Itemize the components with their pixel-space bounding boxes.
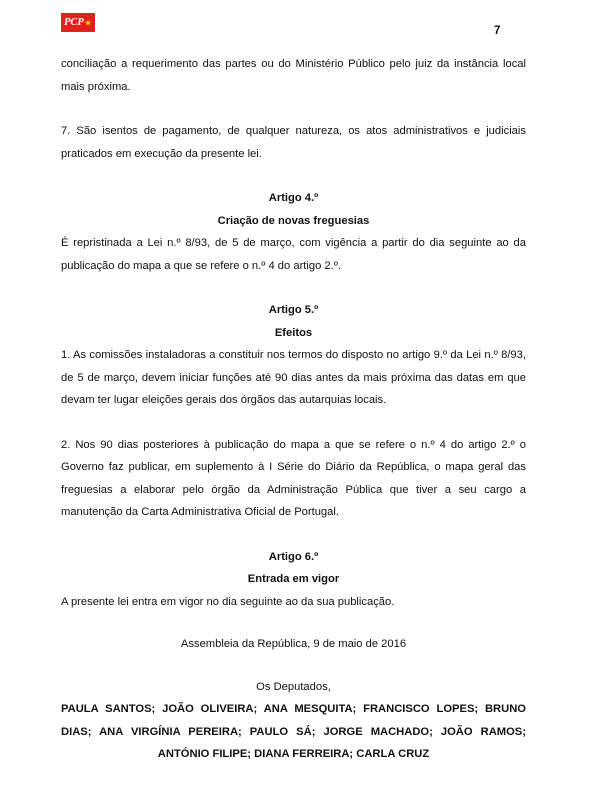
logo-text: PCP xyxy=(64,17,84,28)
article-6-title: Artigo 6.º xyxy=(268,550,319,563)
article-5-paragraph-2: 2. Nos 90 dias posteriores à publicação do mapa a que se refere o n.º 4 do artigo 2.º o Governo faz publicar, em suplemento à I Série do Diário da República, o mapa geral das freguesias a elaborar pelo órgão da Administração Pública que tiver a seu cargo a manutenção da Carta Administrativa Oficial de Portugal. xyxy=(61,438,526,518)
article-5-title: Artigo 5.º xyxy=(268,304,319,316)
page-number: 7 xyxy=(494,25,501,37)
item-7-paragraph: 7. São isentos de pagamento, de qualquer natureza, os atos administrativos e judiciais praticados em execução da presente lei. xyxy=(61,125,526,160)
document-body xyxy=(61,53,526,766)
place-date: Assembleia da República, 9 de maio de 2016 xyxy=(180,638,407,650)
deputies-list: PAULA SANTOS; JOÃO OLIVEIRA; ANA MESQUITA; FRANCISCO LOPES; BRUNO DIAS; ANA VIRGÍNIA PEREIRA; PAULO SÁ; JORGE MACHADO; JOÃO RAMOS; ANTÓNIO FILIPE; DIANA FERREIRA; CARLA CRUZ xyxy=(61,703,526,760)
intro-paragraph: conciliação a requerimento das partes ou do Ministério Público pelo juiz da instância local mais próxima. xyxy=(61,58,526,93)
article-6-text: A presente lei entra em vigor no dia seguinte ao da sua publicação. xyxy=(61,595,395,608)
article-4-subtitle: Criação de novas freguesias xyxy=(217,214,370,227)
article-6-subtitle: Entrada em vigor xyxy=(247,573,340,585)
article-5-subtitle: Efeitos xyxy=(274,326,313,339)
article-4-title: Artigo 4.º xyxy=(268,192,319,204)
article-4-text: É repristinada a Lei n.º 8/93, de 5 de março, com vigência a partir do dia seguinte ao da publicação do mapa a que se refere o n.º 4 do artigo 2.º. xyxy=(61,237,526,272)
deputies-label: Os Deputados, xyxy=(256,680,331,693)
logo-star-icon: ★ xyxy=(84,19,92,27)
article-5-paragraph-1: 1. As comissões instaladoras a constituir nos termos do disposto no artigo 9.º da Lei n.º 8/93, de 5 de março, devem iniciar funções até 90 dias antes da mais próxima das datas em que devam ter lugar eleições gerais dos órgãos das autarquias locais. xyxy=(61,349,526,406)
party-logo xyxy=(61,13,95,32)
